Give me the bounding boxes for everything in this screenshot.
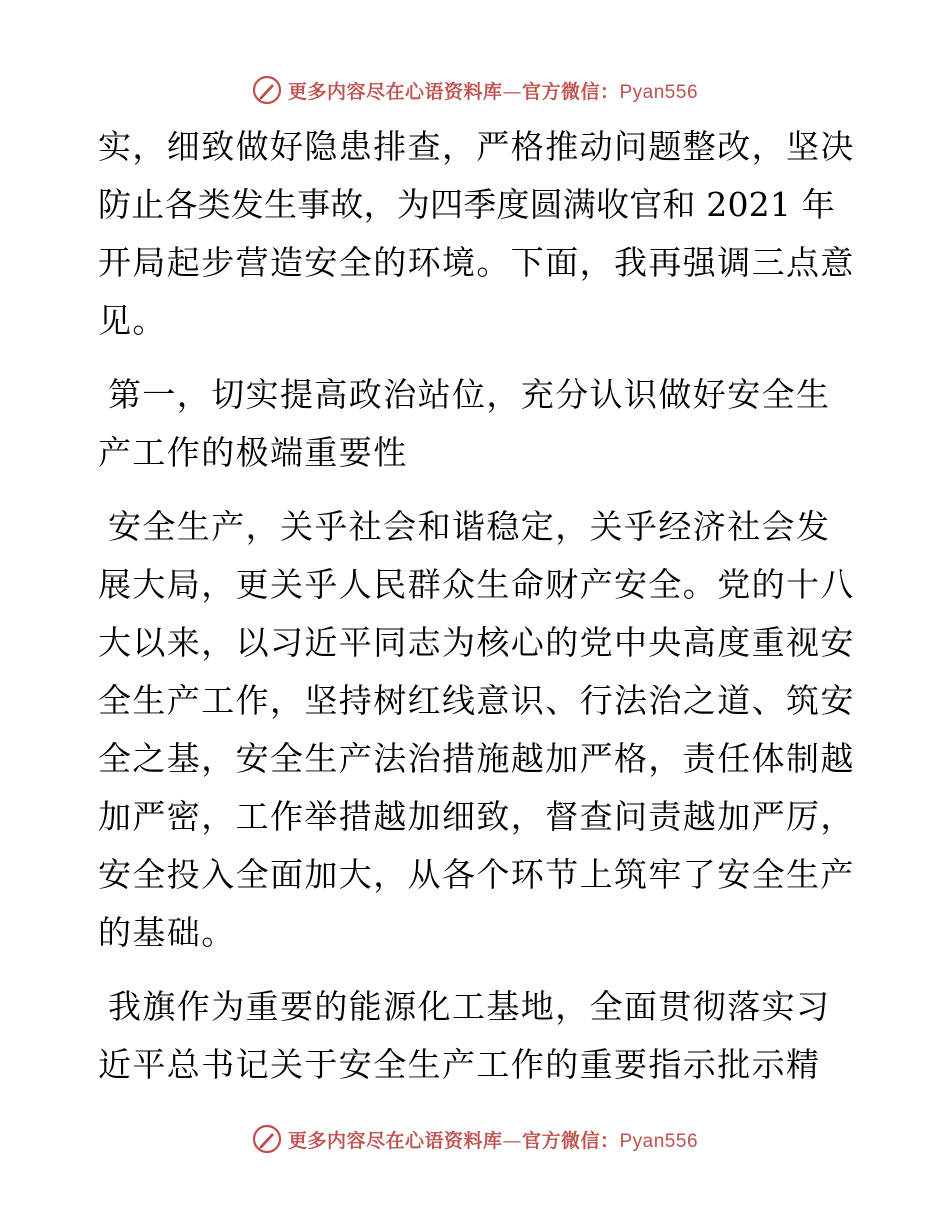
watermark-brand: 更多内容尽在心语资料库 bbox=[287, 1129, 503, 1152]
text-line: 大以来，以习近平同志为核心的党中央高度重视安 bbox=[98, 623, 855, 662]
text-line: 开局起步营造安全的环境。下面，我再强调三点意 bbox=[98, 243, 855, 282]
header-watermark bbox=[0, 72, 950, 108]
text-line: 产工作的极端重要性 bbox=[98, 433, 408, 472]
text-line: 第一，切实提高政治站位，充分认识做好安全生 bbox=[108, 375, 831, 414]
watermark-dash: — bbox=[502, 1129, 522, 1152]
watermark-label: 官方微信： bbox=[521, 1129, 620, 1152]
watermark-dash: — bbox=[502, 80, 522, 103]
text-line: 全之基，安全生产法治措施越加严格，责任体制越 bbox=[98, 739, 855, 778]
watermark-handle: Pyan556 bbox=[619, 1130, 699, 1152]
text-line: 安全生产，关乎社会和谐稳定，关乎经济社会发 bbox=[108, 507, 831, 546]
section-heading bbox=[98, 366, 853, 482]
paragraph bbox=[98, 978, 853, 1094]
text-line: 展大局，更关乎人民群众生命财产安全。党的十八 bbox=[98, 565, 855, 604]
paragraph bbox=[98, 118, 853, 350]
text-line: 安全投入全面加大，从各个环节上筑牢了安全生产 bbox=[98, 855, 855, 894]
quill-logo-icon bbox=[252, 75, 282, 105]
text-line: 全生产工作，坚持树红线意识、行法治之道、筑安 bbox=[98, 681, 855, 720]
text-line: 实，细致做好隐患排查，严格推动问题整改，坚决 bbox=[98, 127, 855, 166]
text-line: 加严密，工作举措越加细致，督查问责越加严厉， bbox=[98, 797, 855, 836]
text-line: 防止各类发生事故，为四季度圆满收官和 2021 年 bbox=[98, 185, 835, 224]
paragraph bbox=[98, 498, 853, 962]
document-body bbox=[98, 118, 853, 1094]
text-line: 我旗作为重要的能源化工基地，全面贯彻落实习 bbox=[108, 987, 831, 1026]
text-line: 的基础。 bbox=[98, 913, 236, 952]
text-line: 近平总书记关于安全生产工作的重要指示批示精 bbox=[98, 1045, 821, 1084]
watermark-label: 官方微信： bbox=[521, 80, 620, 103]
footer-watermark bbox=[0, 1121, 950, 1157]
watermark-handle: Pyan556 bbox=[619, 81, 699, 103]
watermark-brand: 更多内容尽在心语资料库 bbox=[287, 80, 503, 103]
quill-logo-icon bbox=[252, 1124, 282, 1154]
text-line: 见。 bbox=[98, 301, 167, 340]
